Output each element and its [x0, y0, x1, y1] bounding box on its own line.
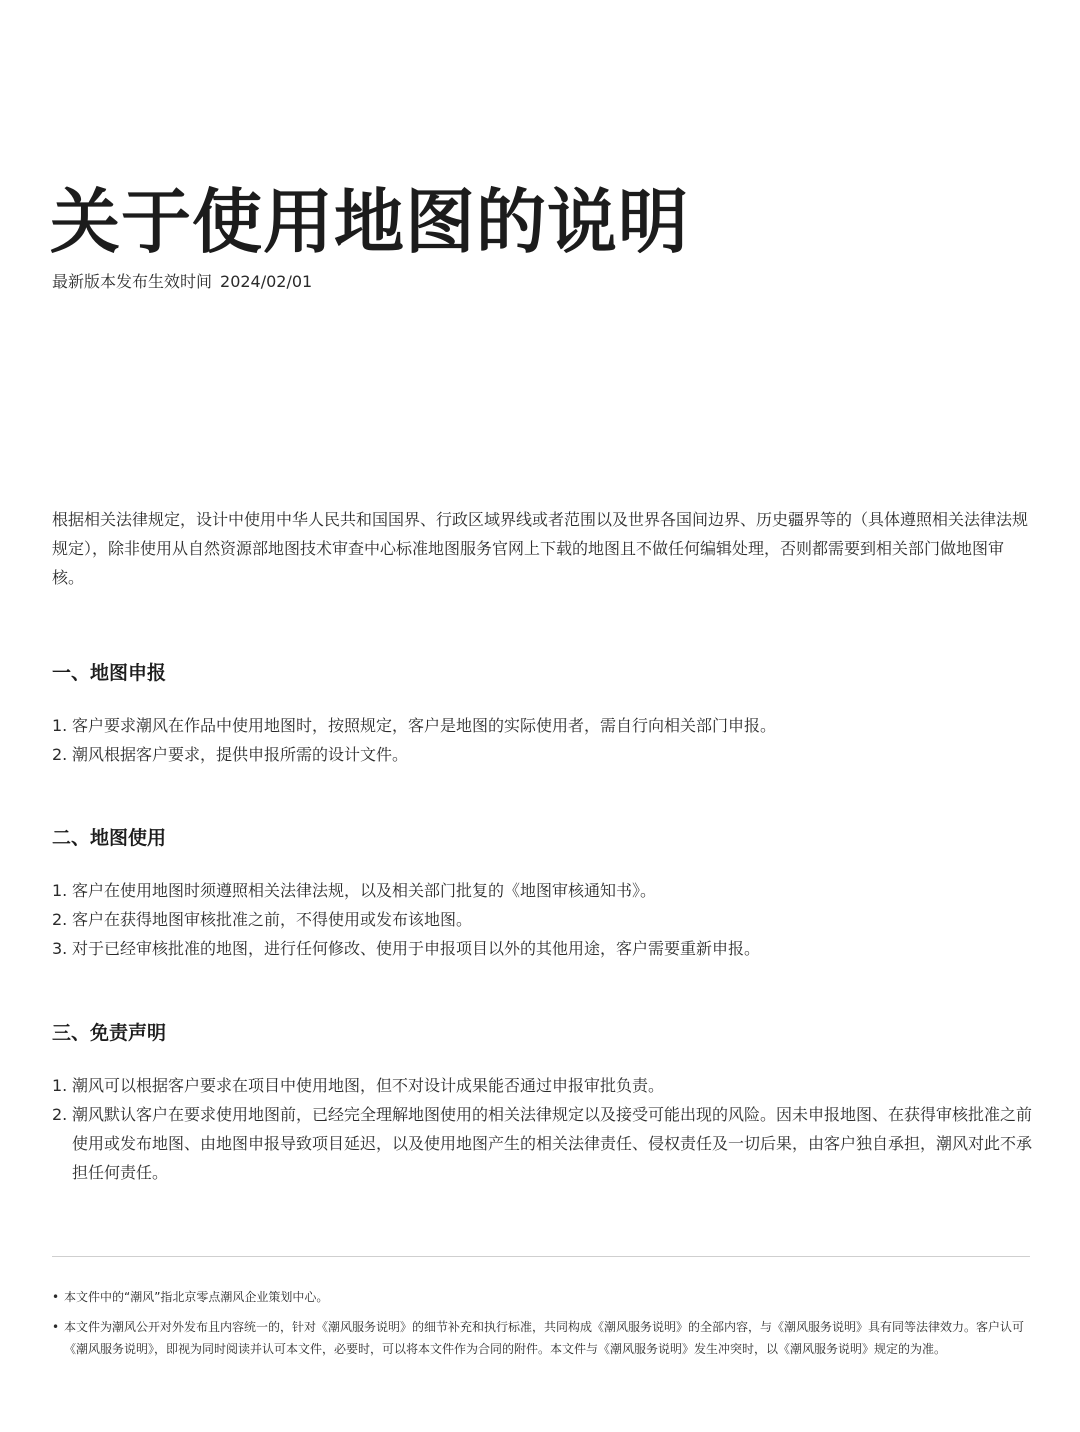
footnotes	[52, 1286, 1032, 1368]
intro-paragraph: 根据相关法律规定，设计中使用中华人民共和国国界、行政区域界线或者范围以及世界各国间边界、历史疆界等的（具体遵照相关法律法规规定），除非使用从自然资源部地图技术审查中心标准地图服务官网上下载的地图且不做任何编辑处理，否则都需要到相关部门做地图审核。	[52, 510, 1029, 587]
footnote-text: 本文件为潮风公开对外发布且内容统一的，针对《潮风服务说明》的细节补充和执行标准，共同构成《潮风服务说明》的全部内容，与《潮风服务说明》具有同等法律效力。客户认可《潮风服务说明》，即视为同时阅读并认可本文件，必要时，可以将本文件作为合同的附件。本文件与《潮风服务说明》发生冲突时，以《潮风服务说明》规定的为准。	[64, 1320, 1025, 1356]
list-item-number: 1.	[52, 716, 68, 735]
effective-date	[52, 270, 312, 294]
list-item	[52, 740, 1032, 769]
page-title: 关于使用地图的说明	[50, 181, 689, 263]
list-item-number: 3.	[52, 939, 68, 958]
list-item	[52, 1100, 1032, 1187]
list-item-number: 1.	[52, 881, 68, 900]
list-item-number: 2.	[52, 745, 68, 764]
list-item	[52, 1071, 1032, 1100]
list-item-text: 客户在使用地图时须遵照相关法律法规，以及相关部门批复的《地图审核通知书》。	[72, 881, 657, 900]
list-item-number: 1.	[52, 1076, 68, 1095]
list-item	[52, 934, 1032, 963]
section-list-map-usage	[52, 876, 1032, 963]
effective-date-value: 2024/02/01	[220, 272, 313, 291]
footnote-bullet: •	[52, 1290, 60, 1304]
footnote-item	[52, 1316, 1032, 1360]
section-heading-map-usage: 二、地图使用	[52, 827, 167, 849]
list-item	[52, 905, 1032, 934]
list-item-text: 客户在获得地图审核批准之前，不得使用或发布该地图。	[72, 910, 473, 929]
list-item-text: 对于已经审核批准的地图，进行任何修改、使用于申报项目以外的其他用途，客户需要重新申报。	[72, 939, 761, 958]
section-list-map-declaration	[52, 711, 1032, 769]
footnote-bullet: •	[52, 1320, 60, 1334]
list-item-text: 潮风根据客户要求，提供申报所需的设计文件。	[72, 745, 409, 764]
list-item-text: 潮风默认客户在要求使用地图前，已经完全理解地图使用的相关法律规定以及接受可能出现的风险。因未申报地图、在获得审核批准之前使用或发布地图、由地图申报导致项目延迟，以及使用地图产生的相关法律责任、侵权责任及一切后果，由客户独自承担，潮风对此不承担任何责任。	[72, 1105, 1033, 1182]
section-heading-disclaimer: 三、免责声明	[52, 1022, 167, 1044]
list-item-text: 潮风可以根据客户要求在项目中使用地图，但不对设计成果能否通过申报审批负责。	[72, 1076, 665, 1095]
footer-divider	[52, 1256, 1030, 1257]
footnote-item	[52, 1286, 1032, 1308]
effective-date-label: 最新版本发布生效时间	[52, 272, 213, 291]
list-item	[52, 711, 1032, 740]
section-heading-map-declaration: 一、地图申报	[52, 662, 167, 684]
list-item-number: 2.	[52, 1105, 68, 1124]
list-item-number: 2.	[52, 910, 68, 929]
section-list-disclaimer	[52, 1071, 1032, 1187]
list-item	[52, 876, 1032, 905]
footnote-text: 本文件中的“潮风”指北京零点潮风企业策划中心。	[64, 1290, 329, 1304]
list-item-text: 客户要求潮风在作品中使用地图时，按照规定，客户是地图的实际使用者，需自行向相关部门申报。	[72, 716, 777, 735]
